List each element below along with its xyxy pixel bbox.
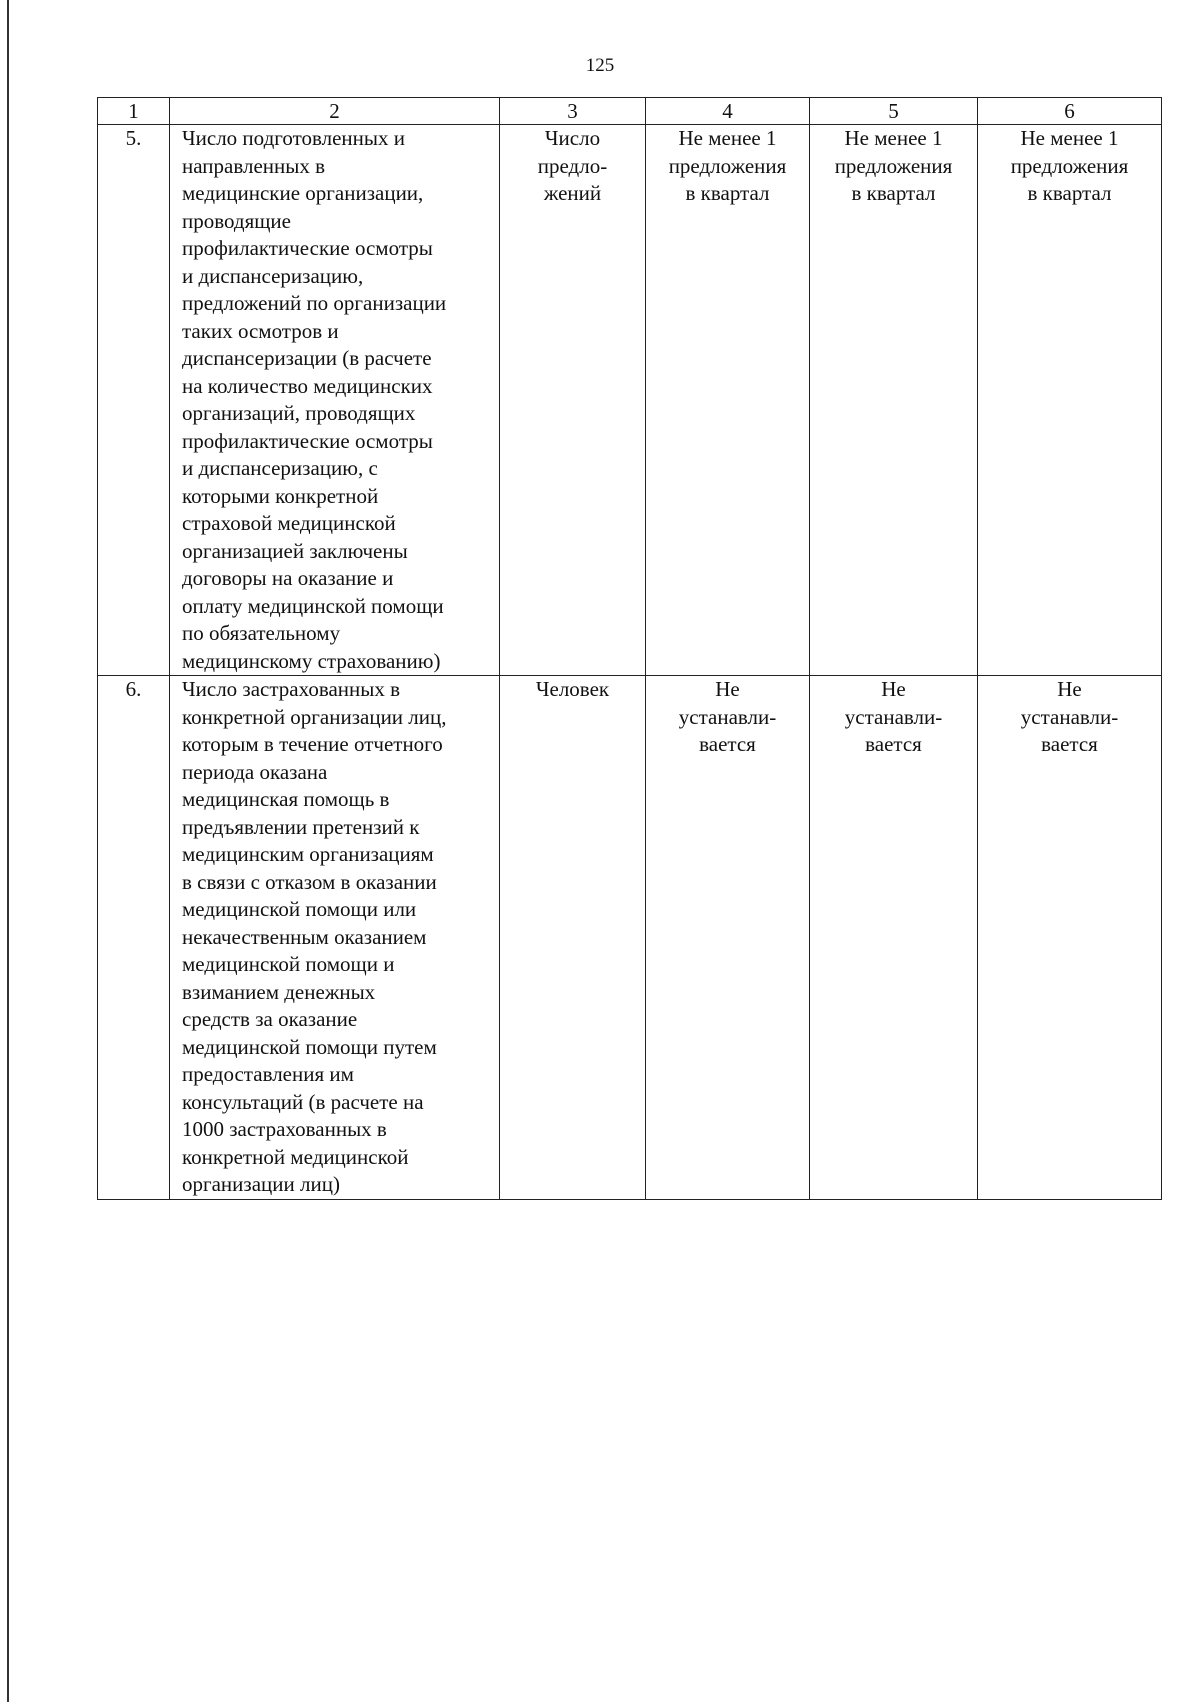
- text-line: вается: [699, 732, 756, 756]
- unit-of-measure: [500, 125, 646, 676]
- text-line: Число застрахованных в: [182, 677, 401, 701]
- column-header-4: 4: [646, 98, 810, 125]
- target-value-col4: [646, 676, 810, 1200]
- text-line: Не: [881, 677, 906, 701]
- scan-edge-rule: [7, 0, 9, 1702]
- text-line: организаций, проводящих: [182, 401, 416, 425]
- text-line: профилактические осмотры: [182, 236, 433, 260]
- text-line: конкретной медицинской: [182, 1144, 409, 1169]
- text-line: медицинскому страхованию): [182, 648, 441, 673]
- text-line: которым в течение отчетного: [182, 732, 443, 756]
- text-line: средств за оказание: [182, 1007, 358, 1031]
- table-row: [98, 676, 1162, 1200]
- text-line: направленных в: [182, 153, 326, 178]
- text-line: медицинской помощи и: [182, 952, 395, 976]
- text-line: медицинским организациям: [182, 842, 434, 866]
- column-header-5: 5: [810, 98, 978, 125]
- column-header-3: 3: [500, 98, 646, 125]
- text-line: Человек: [535, 677, 610, 701]
- page-number: 125: [585, 55, 615, 76]
- column-header-6: 6: [978, 98, 1162, 125]
- text-line: медицинская помощь в: [182, 787, 390, 811]
- text-line: устанавли-: [1020, 704, 1119, 729]
- text-line: вается: [865, 732, 922, 756]
- text-line: некачественным оказанием: [182, 924, 427, 949]
- table-row: [98, 125, 1162, 676]
- column-header-1: 1: [98, 98, 170, 125]
- text-line: таких осмотров и: [182, 318, 339, 343]
- text-line: которыми конкретной: [182, 483, 379, 508]
- text-line: и диспансеризацию, с: [182, 456, 378, 480]
- text-line: договоры на оказание и: [182, 566, 394, 590]
- text-line: Число: [544, 126, 601, 150]
- text-line: взиманием денежных: [182, 979, 376, 1004]
- text-line: медицинской помощи путем: [182, 1034, 437, 1059]
- text-line: организацией заключены: [182, 538, 408, 563]
- text-line: организации лиц): [182, 1172, 340, 1196]
- text-line: по обязательному: [182, 621, 341, 645]
- target-value-col5: [810, 125, 978, 676]
- text-line: консультаций (в расчете на: [182, 1089, 424, 1114]
- text-line: жений: [543, 181, 602, 205]
- text-line: Не менее 1: [844, 126, 943, 150]
- text-line: предложения: [668, 153, 787, 178]
- text-line: диспансеризации (в расчете: [182, 346, 432, 370]
- text-line: в связи с отказом в оказании: [182, 869, 437, 894]
- text-line: вается: [1041, 732, 1098, 756]
- text-line: страховой медицинской: [182, 511, 396, 535]
- column-header-2: 2: [170, 98, 500, 125]
- text-line: предло-: [537, 153, 608, 178]
- unit-of-measure: [500, 676, 646, 1200]
- text-line: медицинские организации,: [182, 181, 424, 205]
- text-line: предложения: [834, 153, 953, 178]
- text-line: Число подготовленных и: [182, 126, 405, 150]
- text-line: в квартал: [1027, 181, 1112, 205]
- text-line: на количество медицинских: [182, 373, 433, 398]
- indicator-description: [170, 676, 500, 1200]
- text-line: медицинской помощи или: [182, 897, 417, 921]
- text-line: проводящие: [182, 208, 291, 233]
- text-line: устанавли-: [678, 704, 777, 729]
- text-line: периода оказана: [182, 759, 328, 784]
- text-line: в квартал: [851, 181, 936, 205]
- indicator-description: [170, 125, 500, 676]
- text-line: Не: [715, 677, 740, 701]
- target-value-col6: [978, 676, 1162, 1200]
- text-line: предъявлении претензий к: [182, 814, 420, 839]
- text-line: и диспансеризацию,: [182, 263, 364, 288]
- text-line: профилактические осмотры: [182, 428, 433, 453]
- target-value-col4: [646, 125, 810, 676]
- text-line: оплату медицинской помощи: [182, 593, 444, 618]
- row-number: 5.: [98, 125, 170, 676]
- text-line: Не: [1057, 677, 1082, 701]
- text-line: Не менее 1: [678, 126, 777, 150]
- table-header-row: [98, 98, 1162, 125]
- target-value-col6: [978, 125, 1162, 676]
- text-line: предложений по организации: [182, 291, 447, 315]
- text-line: предоставления им: [182, 1062, 354, 1086]
- text-line: конкретной организации лиц,: [182, 704, 447, 729]
- text-line: устанавли-: [844, 704, 943, 729]
- row-number: 6.: [98, 676, 170, 1200]
- text-line: Не менее 1: [1020, 126, 1119, 150]
- text-line: в квартал: [685, 181, 770, 205]
- text-line: 1000 застрахованных в: [182, 1117, 387, 1141]
- indicator-table: [97, 97, 1162, 1200]
- target-value-col5: [810, 676, 978, 1200]
- text-line: предложения: [1010, 153, 1129, 178]
